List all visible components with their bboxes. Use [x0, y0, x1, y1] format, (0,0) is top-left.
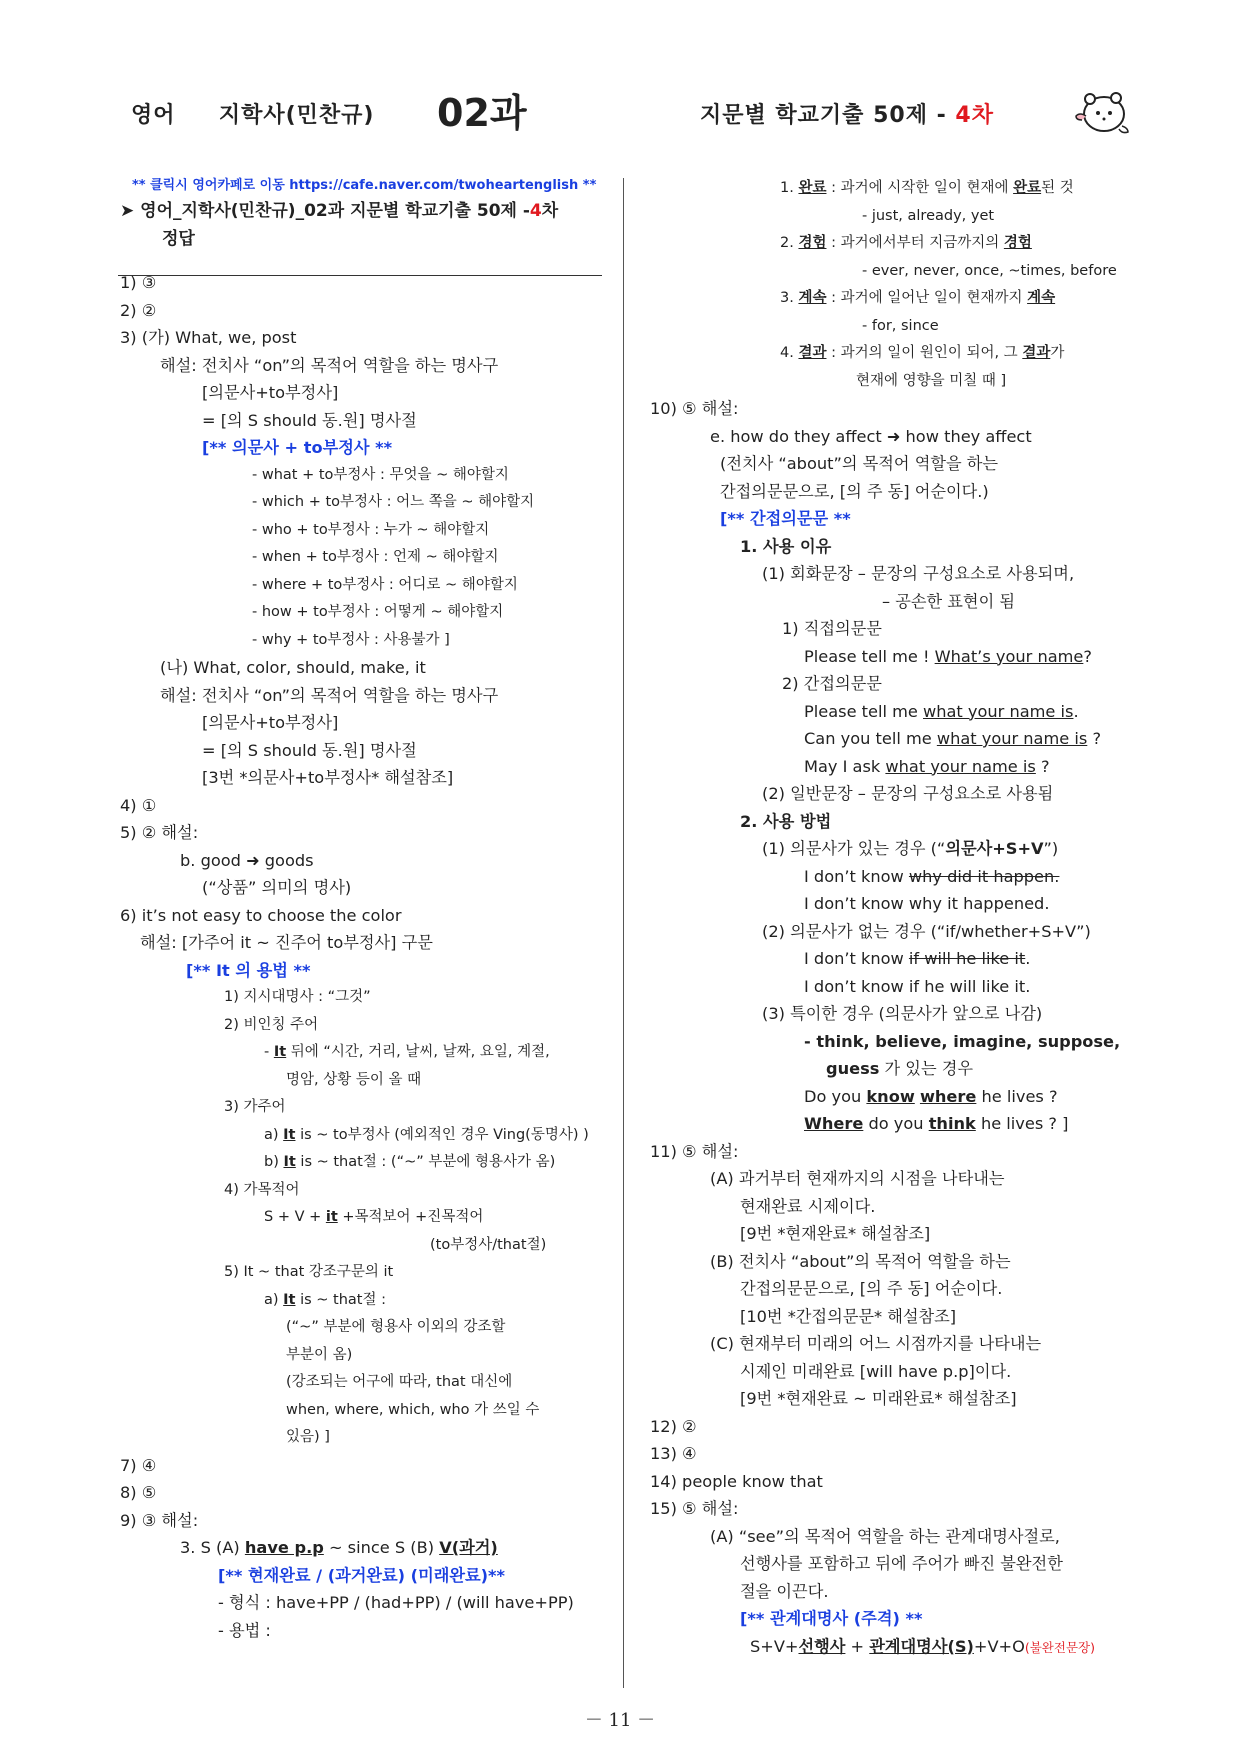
right-column [650, 175, 1120, 1661]
text: (1) 의문사가 있는 경우 (“ [762, 839, 946, 858]
it-usage-5d: (강조되는 어구에 따라, that 대신에 [286, 1374, 513, 1390]
indirect-1-2: (2) 일반문장 – 문장의 구성요소로 사용됨 [762, 784, 1054, 803]
answer-15: 15) ⑤ 해설: [650, 1499, 739, 1518]
answer-3b-exp: [3번 *의문사+to부정사* 해설참조] [202, 768, 454, 787]
header-title [700, 98, 994, 129]
list-item: - who + to부정사 : 누가 ~ 해야할지 [252, 521, 490, 538]
answer-10-exp: e. how do they affect ➜ how they affect [710, 426, 1032, 446]
text: is ~ that절 : (“~” 부분에 형용사가 옴) [295, 1154, 556, 1170]
box-title: [** 관계대명사 (주격) ** [740, 1609, 923, 1628]
text: 가 [1050, 345, 1065, 361]
answer-15-A: 선행사를 포함하고 뒤에 주어가 빠진 불완전한 [740, 1554, 1063, 1573]
text: . [1025, 949, 1031, 968]
text: ? [1035, 756, 1050, 776]
answer-3-exp: 해설: 전치사 “on”의 목적어 역할을 하는 명사구 [160, 355, 499, 375]
example-line [804, 945, 1120, 973]
keyword: It [283, 1291, 296, 1308]
keyword: 결과 [798, 345, 827, 361]
answer-6-exp: 해설: [가주어 it ~ 진주어 to부정사] 구문 [140, 933, 433, 952]
keyword: think [928, 1114, 976, 1133]
lesson-number: 02과 [437, 91, 527, 135]
keyword: 완료 [1013, 180, 1042, 196]
answer-12: 12) ② [650, 1416, 697, 1436]
it-usage-1: 1) 지시대명사 : “그것” [224, 989, 371, 1005]
doc-title-suffix: 차 [541, 201, 559, 221]
answer-11-A: 현재완료 시제이다. [740, 1196, 876, 1216]
direct-question: 1) 직접의문문 [782, 619, 882, 638]
answer-11-A: (A) 과거부터 현재까지의 시점을 나타내는 [710, 1169, 1005, 1188]
it-usage-3b: b) It is ~ that절 : (“~” 부분에 형용사가 옴) [264, 1154, 556, 1170]
text: Can you tell me [804, 729, 937, 748]
keyword: V(과거) [439, 1538, 498, 1557]
answer-11-C: 시제인 미래완료 [will have p.p]이다. [740, 1361, 1012, 1381]
text: ~ since S (B) [323, 1538, 440, 1557]
text: May I ask [804, 756, 886, 776]
perfect-usage-4-sub: 현재에 영향을 미칠 때 ] [856, 372, 1007, 389]
text: +V+O [973, 1636, 1025, 1656]
answer-3b-exp: = [의 S should 동.원] 명사절 [202, 740, 417, 760]
answer-6: 6) it’s not easy to choose the color [120, 905, 402, 925]
list-item: - how + to부정사 : 어떻게 ~ 해야할지 [252, 604, 504, 620]
answer-5-exp: b. good ➜ goods [180, 850, 314, 870]
perfect-usage-1 [780, 175, 1120, 203]
text: 된 것 [1041, 180, 1074, 196]
perfect-usage-2 [780, 230, 1120, 258]
answer-10-exp: 간접의문문으로, [의 주 동] 어순이다.) [720, 481, 989, 501]
text: ? [1083, 646, 1092, 666]
page-header [0, 0, 1240, 170]
keyword: 계속 [798, 290, 827, 306]
it-usage-4a [264, 1204, 600, 1232]
keyword: 결과 [1022, 345, 1051, 361]
title-round: 4차 [955, 103, 994, 128]
answer-10-exp: (전치사 “about”의 목적어 역할을 하는 [720, 454, 999, 473]
verb-list: - think, believe, imagine, suppose, [804, 1031, 1121, 1051]
perfect-usage-3-sub: - for, since [862, 317, 939, 334]
text: +목적보어 +진목적어 [337, 1209, 484, 1225]
answer-2: 2) ② [120, 300, 157, 320]
keyword: It [283, 1154, 296, 1170]
text: : 과거에 일어난 일이 현재까지 [826, 290, 1028, 306]
answer-1: 1) ③ [120, 273, 157, 292]
doc-title [120, 197, 600, 225]
it-usage-2a [264, 1039, 600, 1067]
section-heading: 2. 사용 방법 [740, 811, 832, 831]
verb-list [826, 1055, 1120, 1083]
text: 뒤에 “시간, 거리, 날씨, 날짜, 요일, 계절, [286, 1044, 550, 1060]
left-column [120, 175, 600, 1644]
indirect-2-2: (2) 의문사가 없는 경우 (“if/whether+S+V”) [762, 921, 1091, 941]
answer-4: 4) ① [120, 795, 157, 815]
text: S+V+ [750, 1636, 799, 1656]
answer-3b-exp: [의문사+to부정사] [202, 713, 339, 732]
answer-13: 13) ④ [650, 1444, 697, 1463]
list-item: - when + to부정사 : 언제 ~ 해야할지 [252, 549, 499, 565]
answer-5-exp: (“상품” 의미의 명사) [202, 878, 352, 897]
text: + [845, 1636, 870, 1656]
text: 4. [780, 345, 799, 361]
text: 가 있는 경우 [879, 1059, 973, 1078]
indirect-2-3: (3) 특이한 경우 (의문사가 앞으로 나감) [762, 1004, 1043, 1023]
answer-3-exp: [의문사+to부정사] [202, 383, 339, 402]
struck-text: why did it happen. [908, 866, 1060, 886]
list-item: - where + to부정사 : 어디로 ~ 해야할지 [252, 576, 518, 593]
perfect-usage-3 [780, 285, 1120, 313]
keyword: know [866, 1086, 915, 1106]
example-line [804, 725, 1120, 753]
text: 1. [780, 180, 799, 196]
box-title: [** 현재완료 / (과거완료) (미래완료)** [218, 1565, 505, 1585]
answer-7: 7) ④ [120, 1455, 157, 1475]
it-usage-5f: 있음) ] [286, 1429, 330, 1445]
text: . [1073, 701, 1079, 721]
underlined: What’s your name [934, 646, 1084, 666]
answer-10: 10) ⑤ 해설: [650, 399, 739, 418]
keyword: It [273, 1044, 287, 1060]
section-heading: 1. 사용 이유 [740, 536, 832, 556]
box-title: [** 의문사 + to부정사 ** [202, 438, 393, 457]
text: Do you [804, 1086, 867, 1106]
keyword: Where [804, 1114, 864, 1133]
text: he lives ? ] [975, 1114, 1069, 1133]
text: : 과거에서부터 지금까지의 [826, 235, 1004, 251]
example-line [804, 643, 1120, 671]
text: he lives ? [976, 1086, 1058, 1106]
text: S + V + [264, 1209, 326, 1225]
list-item: - what + to부정사 : 무엇을 ~ 해야할지 [252, 466, 509, 483]
answer-8: 8) ⑤ [120, 1483, 157, 1502]
answer-15-A: 절을 이끈다. [740, 1581, 829, 1601]
text: - [264, 1044, 274, 1060]
keyword: 경험 [798, 235, 827, 251]
subject-label: 영어 [131, 103, 176, 128]
indirect-2-1 [762, 835, 1120, 863]
example-line [804, 1083, 1120, 1111]
example-line: I don’t know if he will like it. [804, 976, 1031, 996]
answer-9-form: - 형식 : have+PP / (had+PP) / (will have+PP) [218, 1593, 574, 1612]
indirect-question: 2) 간접의문문 [782, 674, 882, 693]
list-item: - which + to부정사 : 어느 쪽을 ~ 해야할지 [252, 494, 535, 510]
it-usage-2b: 명암, 상황 등이 올 때 [286, 1071, 422, 1088]
box-title: [** 간접의문문 ** [720, 509, 851, 528]
answer-11: 11) ⑤ 해설: [650, 1141, 739, 1161]
example-line [804, 753, 1120, 781]
keyword: 경험 [1003, 235, 1032, 251]
keyword: 관계대명사(S) [869, 1636, 974, 1656]
text: is ~ that절 : [295, 1291, 386, 1308]
perfect-usage-2-sub: - ever, never, once, ~times, before [862, 262, 1117, 279]
text: 3. [780, 290, 799, 306]
answer-9: 9) ③ 해설: [120, 1510, 199, 1530]
answer-9-use: - 용법 : [218, 1620, 271, 1640]
underlined: what your name is [936, 729, 1088, 748]
text: I don’t know [804, 866, 909, 886]
answer-11-C: (C) 현재부터 미래의 어느 시점까지를 나타내는 [710, 1334, 1042, 1353]
keyword: 선행사 [798, 1636, 846, 1656]
example-line [804, 1110, 1120, 1138]
answer-3-exp: = [의 S should 동.원] 명사절 [202, 410, 417, 430]
it-usage-3a: a) It is ~ to부정사 (예외적인 경우 Ving(동명사) ) [264, 1126, 589, 1143]
keyword: It [283, 1126, 296, 1143]
answer-11-A: [9번 *현재완료* 해설참조] [740, 1224, 931, 1243]
underlined: what your name is [923, 701, 1074, 721]
example-line [804, 863, 1120, 891]
it-usage-5a: a) It is ~ that절 : [264, 1291, 386, 1308]
answer-3b: (나) What, color, should, make, it [160, 658, 426, 677]
underlined: what your name is [885, 756, 1036, 776]
answer-15-A: (A) “see”의 목적어 역할을 하는 관계대명사절로, [710, 1526, 1060, 1546]
it-usage-2: 2) 비인칭 주어 [224, 1016, 319, 1033]
doc-subtitle: 정답 [162, 229, 195, 249]
keyword: where [919, 1086, 977, 1106]
doc-title-prefix: ➤ 영어_지학사(민찬규)_02과 지문별 학교기출 50제 - [120, 201, 530, 221]
text: : 과거의 일이 원인이 되어, 그 [826, 345, 1023, 361]
text: Please tell me ! [804, 646, 935, 666]
answer-11-B: (B) 전치사 “about”의 목적어 역할을 하는 [710, 1251, 1011, 1271]
text: is ~ to부정사 (예외적인 경우 Ving(동명사) ) [295, 1126, 589, 1143]
indirect-1-1b: – 공손한 표현이 됨 [882, 591, 1015, 611]
box-title: [** It 의 용법 ** [186, 960, 311, 980]
keyword: 의문사+S+V [945, 839, 1044, 858]
answer-9-formula [180, 1534, 600, 1562]
keyword: 완료 [798, 180, 827, 196]
text: : 과거에 시작한 일이 현재에 [826, 180, 1014, 196]
it-usage-5c: 부분이 옴) [286, 1346, 353, 1363]
text: do you [863, 1114, 929, 1133]
example-line: I don’t know why it happened. [804, 894, 1050, 913]
it-usage-5b: (“~” 부분에 형용사 이외의 강조할 [286, 1319, 506, 1335]
note: (불완전문장) [1024, 1639, 1095, 1655]
it-usage-4b: (to부정사/that절) [430, 1236, 547, 1253]
answer-11-B: 간접의문문으로, [의 주 동] 어순이다. [740, 1279, 1003, 1298]
it-usage-5e: when, where, which, who 가 쓰일 수 [286, 1401, 540, 1418]
it-usage-5: 5) It ~ that 강조구문의 it [224, 1264, 394, 1280]
text: 2. [780, 235, 799, 251]
answer-14: 14) people know that [650, 1471, 823, 1491]
text: ? [1087, 729, 1102, 748]
text: ”) [1043, 839, 1059, 858]
answer-3: 3) (가) What, we, post [120, 328, 297, 347]
example-line [804, 698, 1120, 726]
keyword: 계속 [1027, 290, 1056, 306]
text: 3. S (A) [180, 1538, 245, 1557]
it-usage-3: 3) 가주어 [224, 1099, 286, 1115]
doc-title-round: 4 [529, 201, 542, 221]
indirect-1-1: (1) 회화문장 – 문장의 구성요소로 사용되며, [762, 564, 1075, 583]
header-subject [131, 98, 374, 129]
it-usage-4: 4) 가목적어 [224, 1181, 300, 1198]
page-number: － 11 － [584, 1710, 656, 1731]
keyword: guess [826, 1059, 880, 1078]
cafe-link[interactable]: ** 클릭시 영어카페로 이동 https://cafe.naver.com/twoheartenglish ** [132, 178, 597, 193]
answer-5: 5) ② 해설: [120, 823, 199, 842]
answer-11-B: [10번 *간접의문문* 해설참조] [740, 1306, 957, 1326]
perfect-usage-1-sub: - just, already, yet [862, 207, 995, 224]
answer-11-C: [9번 *현재완료 ~ 미래완료* 해설참조] [740, 1389, 1017, 1408]
publisher-label: 지학사(민찬규) [218, 103, 375, 128]
perfect-usage-4 [780, 340, 1120, 368]
struck-text: if will he like it [908, 949, 1026, 968]
relative-formula [750, 1633, 1120, 1662]
list-item: - why + to부정사 : 사용불가 ] [252, 631, 450, 648]
bear-mascot-icon [1074, 86, 1130, 138]
column-divider [623, 178, 624, 1688]
keyword: it [325, 1209, 338, 1225]
title-prefix: 지문별 학교기출 50제 - [700, 103, 947, 128]
text: Please tell me [804, 701, 923, 721]
text: I don’t know [804, 949, 909, 968]
answer-3b-exp: 해설: 전치사 “on”의 목적어 역할을 하는 명사구 [160, 685, 499, 705]
keyword: have p.p [244, 1538, 324, 1557]
